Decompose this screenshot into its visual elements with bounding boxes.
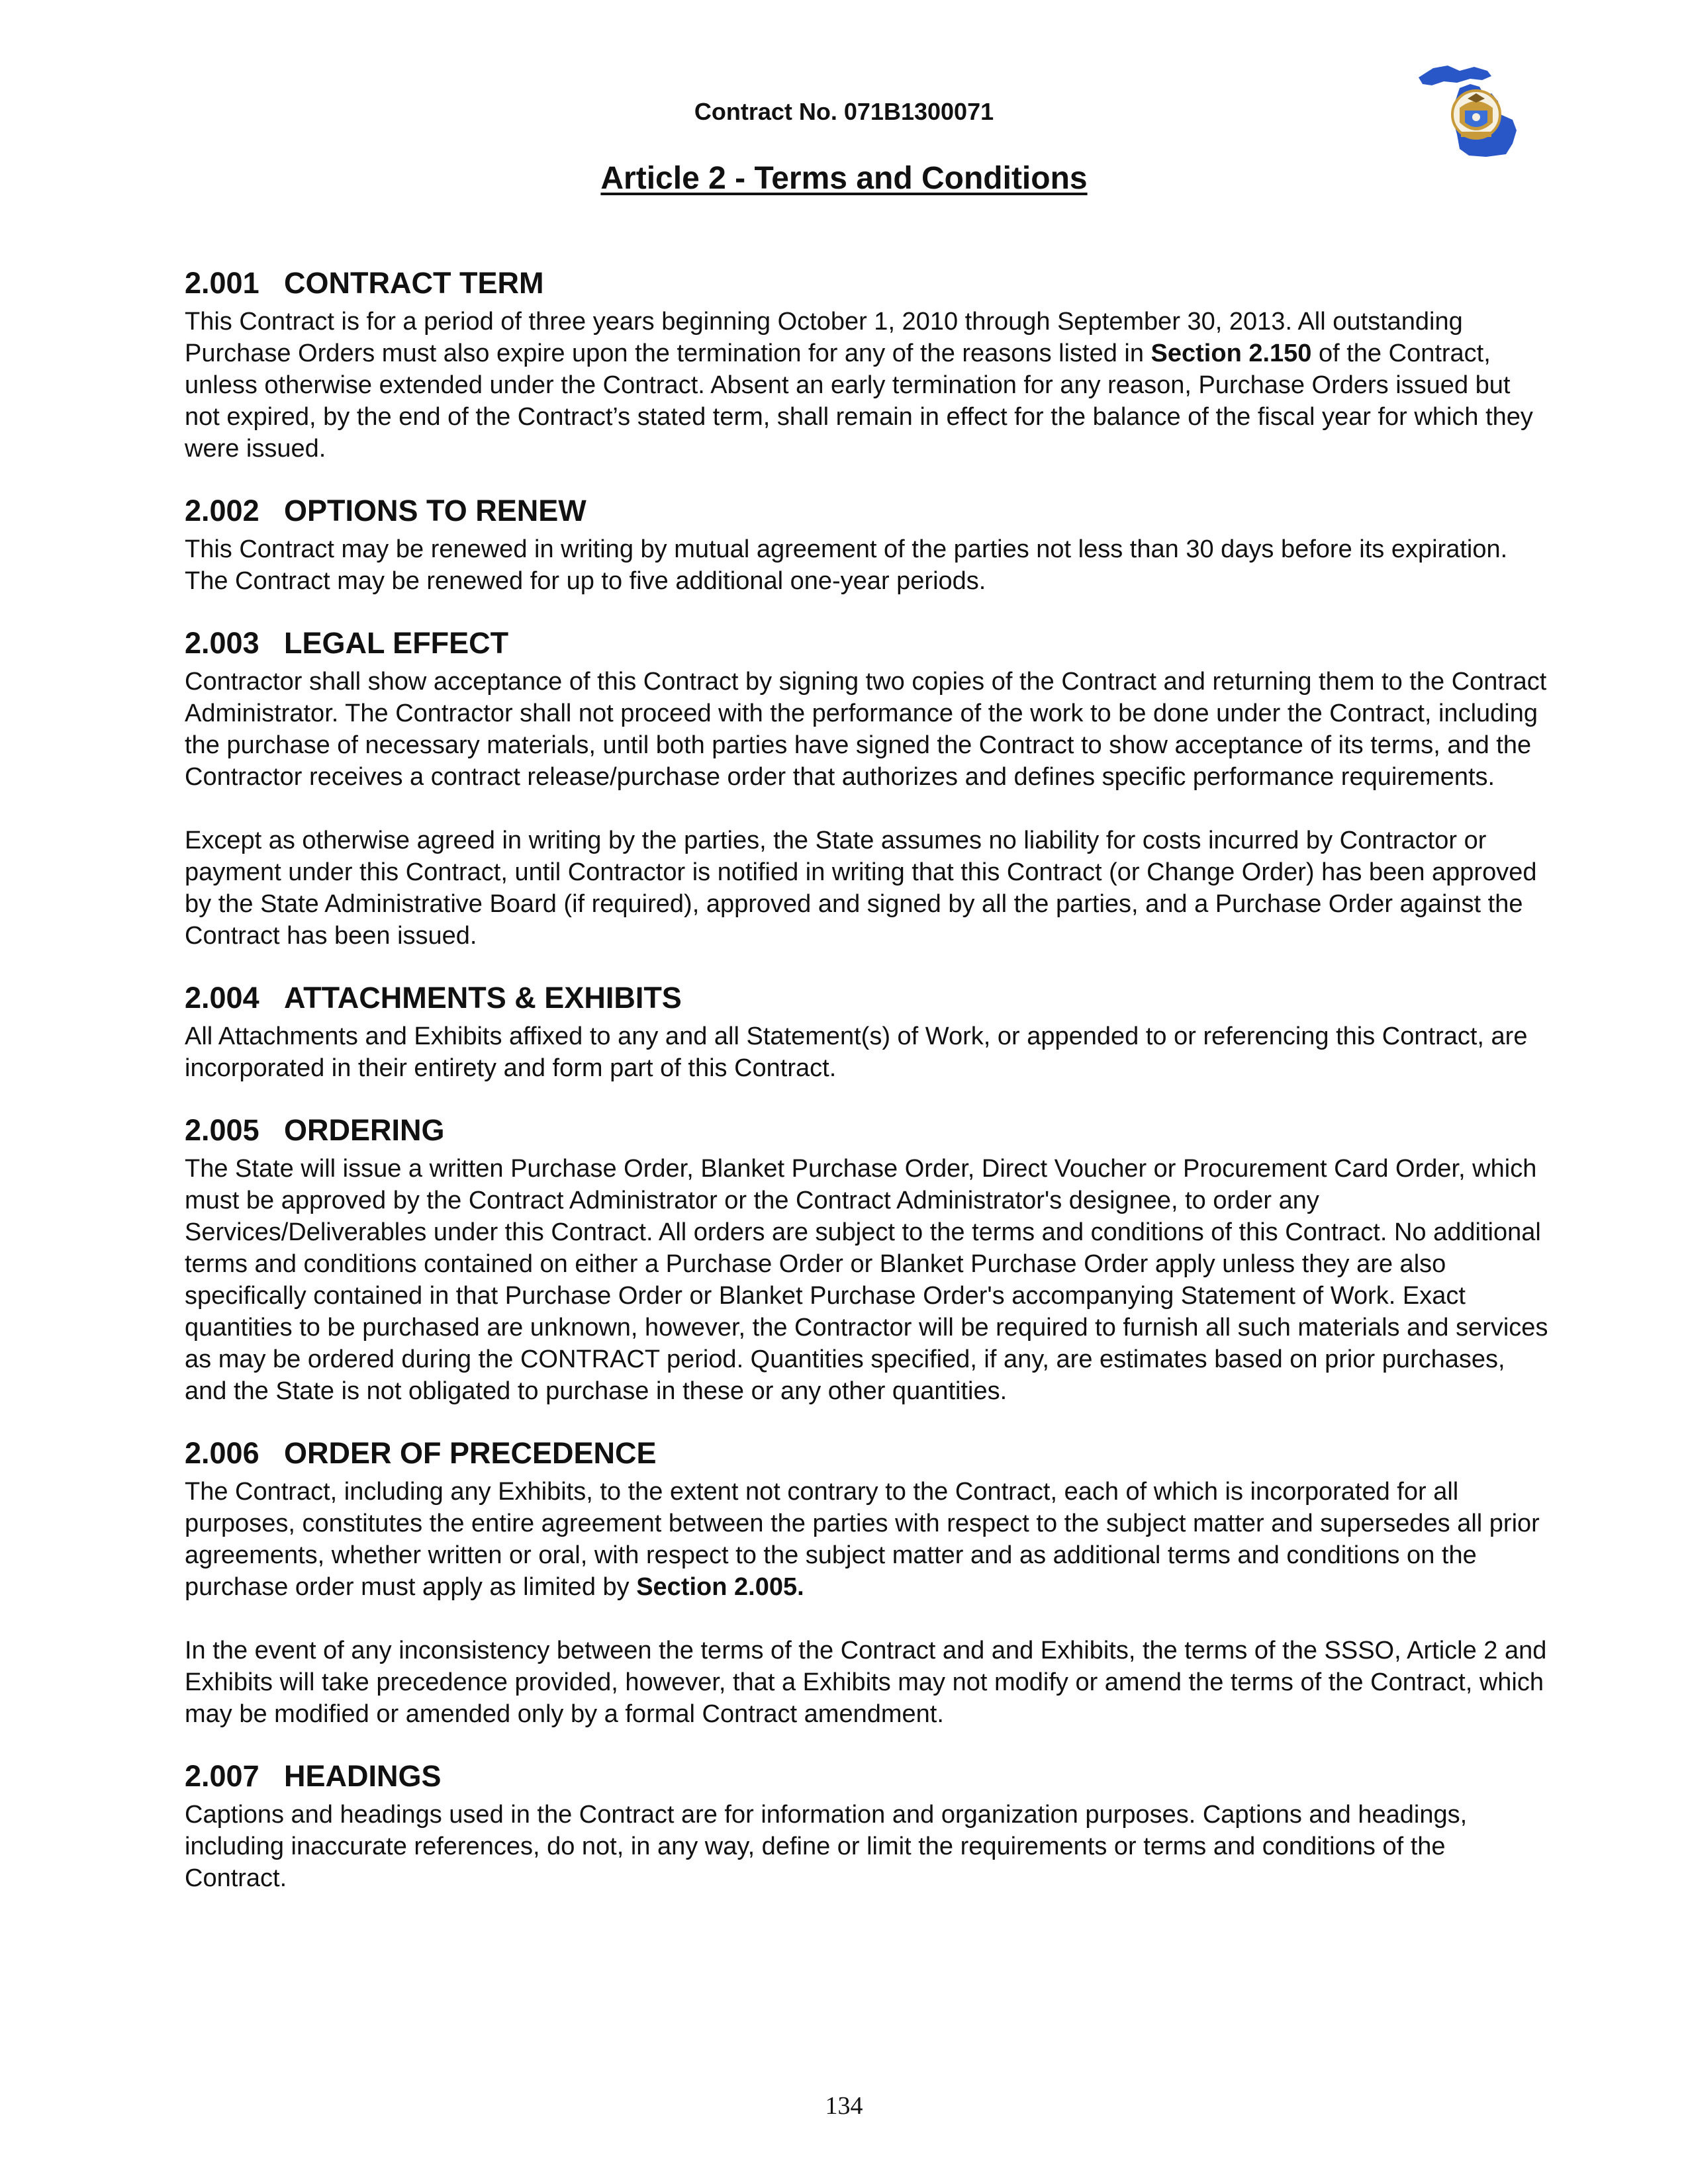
section-title: ORDERING	[284, 1113, 445, 1147]
section-heading	[185, 492, 1548, 529]
paragraph-text: Except as otherwise agreed in writing by the parties, the State assumes no liability for costs incurred by Contractor or payment under this Contract, until Contractor is notified in writing that this Contract (or Change Order) has been approved by the State Administrative Board (if required), approved and signed by all the parties, and a Purchase Order against the Contract has been issued.	[185, 827, 1537, 950]
section-number: 2.003	[185, 626, 259, 660]
contract-number: Contract No. 071B1300071	[694, 98, 994, 125]
section-number: 2.001	[185, 266, 259, 300]
section-paragraph	[185, 666, 1548, 793]
paragraph-text: This Contract may be renewed in writing by mutual agreement of the parties not less than 30 days before its expiration. The Contract may be renewed for up to five additional one-year periods.	[185, 535, 1508, 595]
section-paragraph	[185, 825, 1548, 952]
section-2-005	[185, 1112, 1548, 1407]
section-heading	[185, 1758, 1548, 1795]
paragraph-text: The State will issue a written Purchase Order, Blanket Purchase Order, Direct Voucher or Procurement Card Order, which must be approved by the Contract Administrator or the Contract Administrator's designee, to order any Services/Deliverables under this Contract. All orders are subject to the terms and conditions of this Contract. No additional terms and conditions contained on either a Purchase Order or Blanket Purchase Order apply unless they are also specifically contained in that Purchase Order or Blanket Purchase Order's accompanying Statement of Work. Exact quantities to be purchased are unknown, however, the Contractor will be required to furnish all such materials and services as may be ordered during the CONTRACT period. Quantities specified, if any, are estimates based on prior purchases, and the State is not obligated to purchase in these or any other quantities.	[185, 1155, 1548, 1405]
section-paragraph	[185, 1476, 1548, 1603]
section-paragraph	[185, 1153, 1548, 1407]
section-number: 2.006	[185, 1436, 259, 1470]
section-2-001	[185, 265, 1548, 465]
section-title: ORDER OF PRECEDENCE	[284, 1436, 657, 1470]
michigan-state-seal-icon	[1413, 56, 1526, 162]
paragraph-text: Contractor shall show acceptance of this Contract by signing two copies of the Contract and returning them to the Contract Administrator. The Contractor shall not proceed with the performance of the work to be done under the Contract, including the purchase of necessary materials, until both parties have signed the Contract to show acceptance of its terms, and the Contractor receives a contract release/purchase order that authorizes and defines specific performance requirements.	[185, 668, 1547, 791]
section-reference: Section 2.150	[1150, 340, 1312, 367]
section-2-006	[185, 1435, 1548, 1730]
section-2-004	[185, 979, 1548, 1084]
section-2-007	[185, 1758, 1548, 1894]
page-number: 134	[825, 2092, 863, 2120]
paragraph-text: of the Contract, unless otherwise extended under the Contract. Absent an early termination for any reason, Purchase Orders issued but not expired, by the end of the Contract’s stated term, shall remain in effect for the balance of the fiscal year for which they were issued.	[185, 340, 1533, 463]
contract-body	[185, 265, 1548, 1894]
section-title: ATTACHMENTS & EXHIBITS	[284, 981, 682, 1015]
section-heading	[185, 1435, 1548, 1472]
section-title: LEGAL EFFECT	[284, 626, 509, 660]
section-2-002	[185, 492, 1548, 597]
section-number: 2.002	[185, 494, 259, 527]
section-number: 2.004	[185, 981, 259, 1015]
section-heading	[185, 625, 1548, 662]
section-paragraph	[185, 1635, 1548, 1730]
section-paragraph	[185, 1021, 1548, 1084]
section-number: 2.005	[185, 1113, 259, 1147]
section-paragraph	[185, 1799, 1548, 1894]
section-paragraph	[185, 306, 1548, 465]
section-heading	[185, 979, 1548, 1017]
section-title: OPTIONS TO RENEW	[284, 494, 586, 527]
article-title: Article 2 - Terms and Conditions	[600, 161, 1088, 196]
section-2-003	[185, 625, 1548, 952]
paragraph-text: The Contract, including any Exhibits, to the extent not contrary to the Contract, each of which is incorporated for all purposes, constitutes the entire agreement between the parties with respect to the subject matter and supersedes all prior agreements, whether written or oral, with respect to the subject matter and as additional terms and conditions on the purchase order must apply as limited by	[185, 1478, 1540, 1601]
paragraph-text: This Contract is for a period of three years beginning October 1, 2010 through September 30, 2013. All outstanding Purchase Orders must also expire upon the termination for any of the reasons listed in	[185, 308, 1463, 367]
section-title: HEADINGS	[284, 1759, 442, 1793]
section-heading	[185, 265, 1548, 302]
paragraph-text: Captions and headings used in the Contract are for information and organization purposes. Captions and headings, including inaccurate references, do not, in any way, define or limit the requirements or terms and conditions of the Contract.	[185, 1801, 1468, 1892]
section-reference: Section 2.005.	[636, 1573, 804, 1601]
section-title: CONTRACT TERM	[284, 266, 544, 300]
section-number: 2.007	[185, 1759, 259, 1793]
section-heading	[185, 1112, 1548, 1149]
section-paragraph	[185, 533, 1548, 597]
paragraph-text: In the event of any inconsistency between the terms of the Contract and and Exhibits, the terms of the SSSO, Article 2 and Exhibits will take precedence provided, however, that a Exhibits may not modify or amend the terms of the Contract, which may be modified or amended only by a formal Contract amendment.	[185, 1637, 1547, 1728]
paragraph-text: All Attachments and Exhibits affixed to any and all Statement(s) of Work, or appended to or referencing this Contract, are incorporated in their entirety and form part of this Contract.	[185, 1023, 1528, 1082]
